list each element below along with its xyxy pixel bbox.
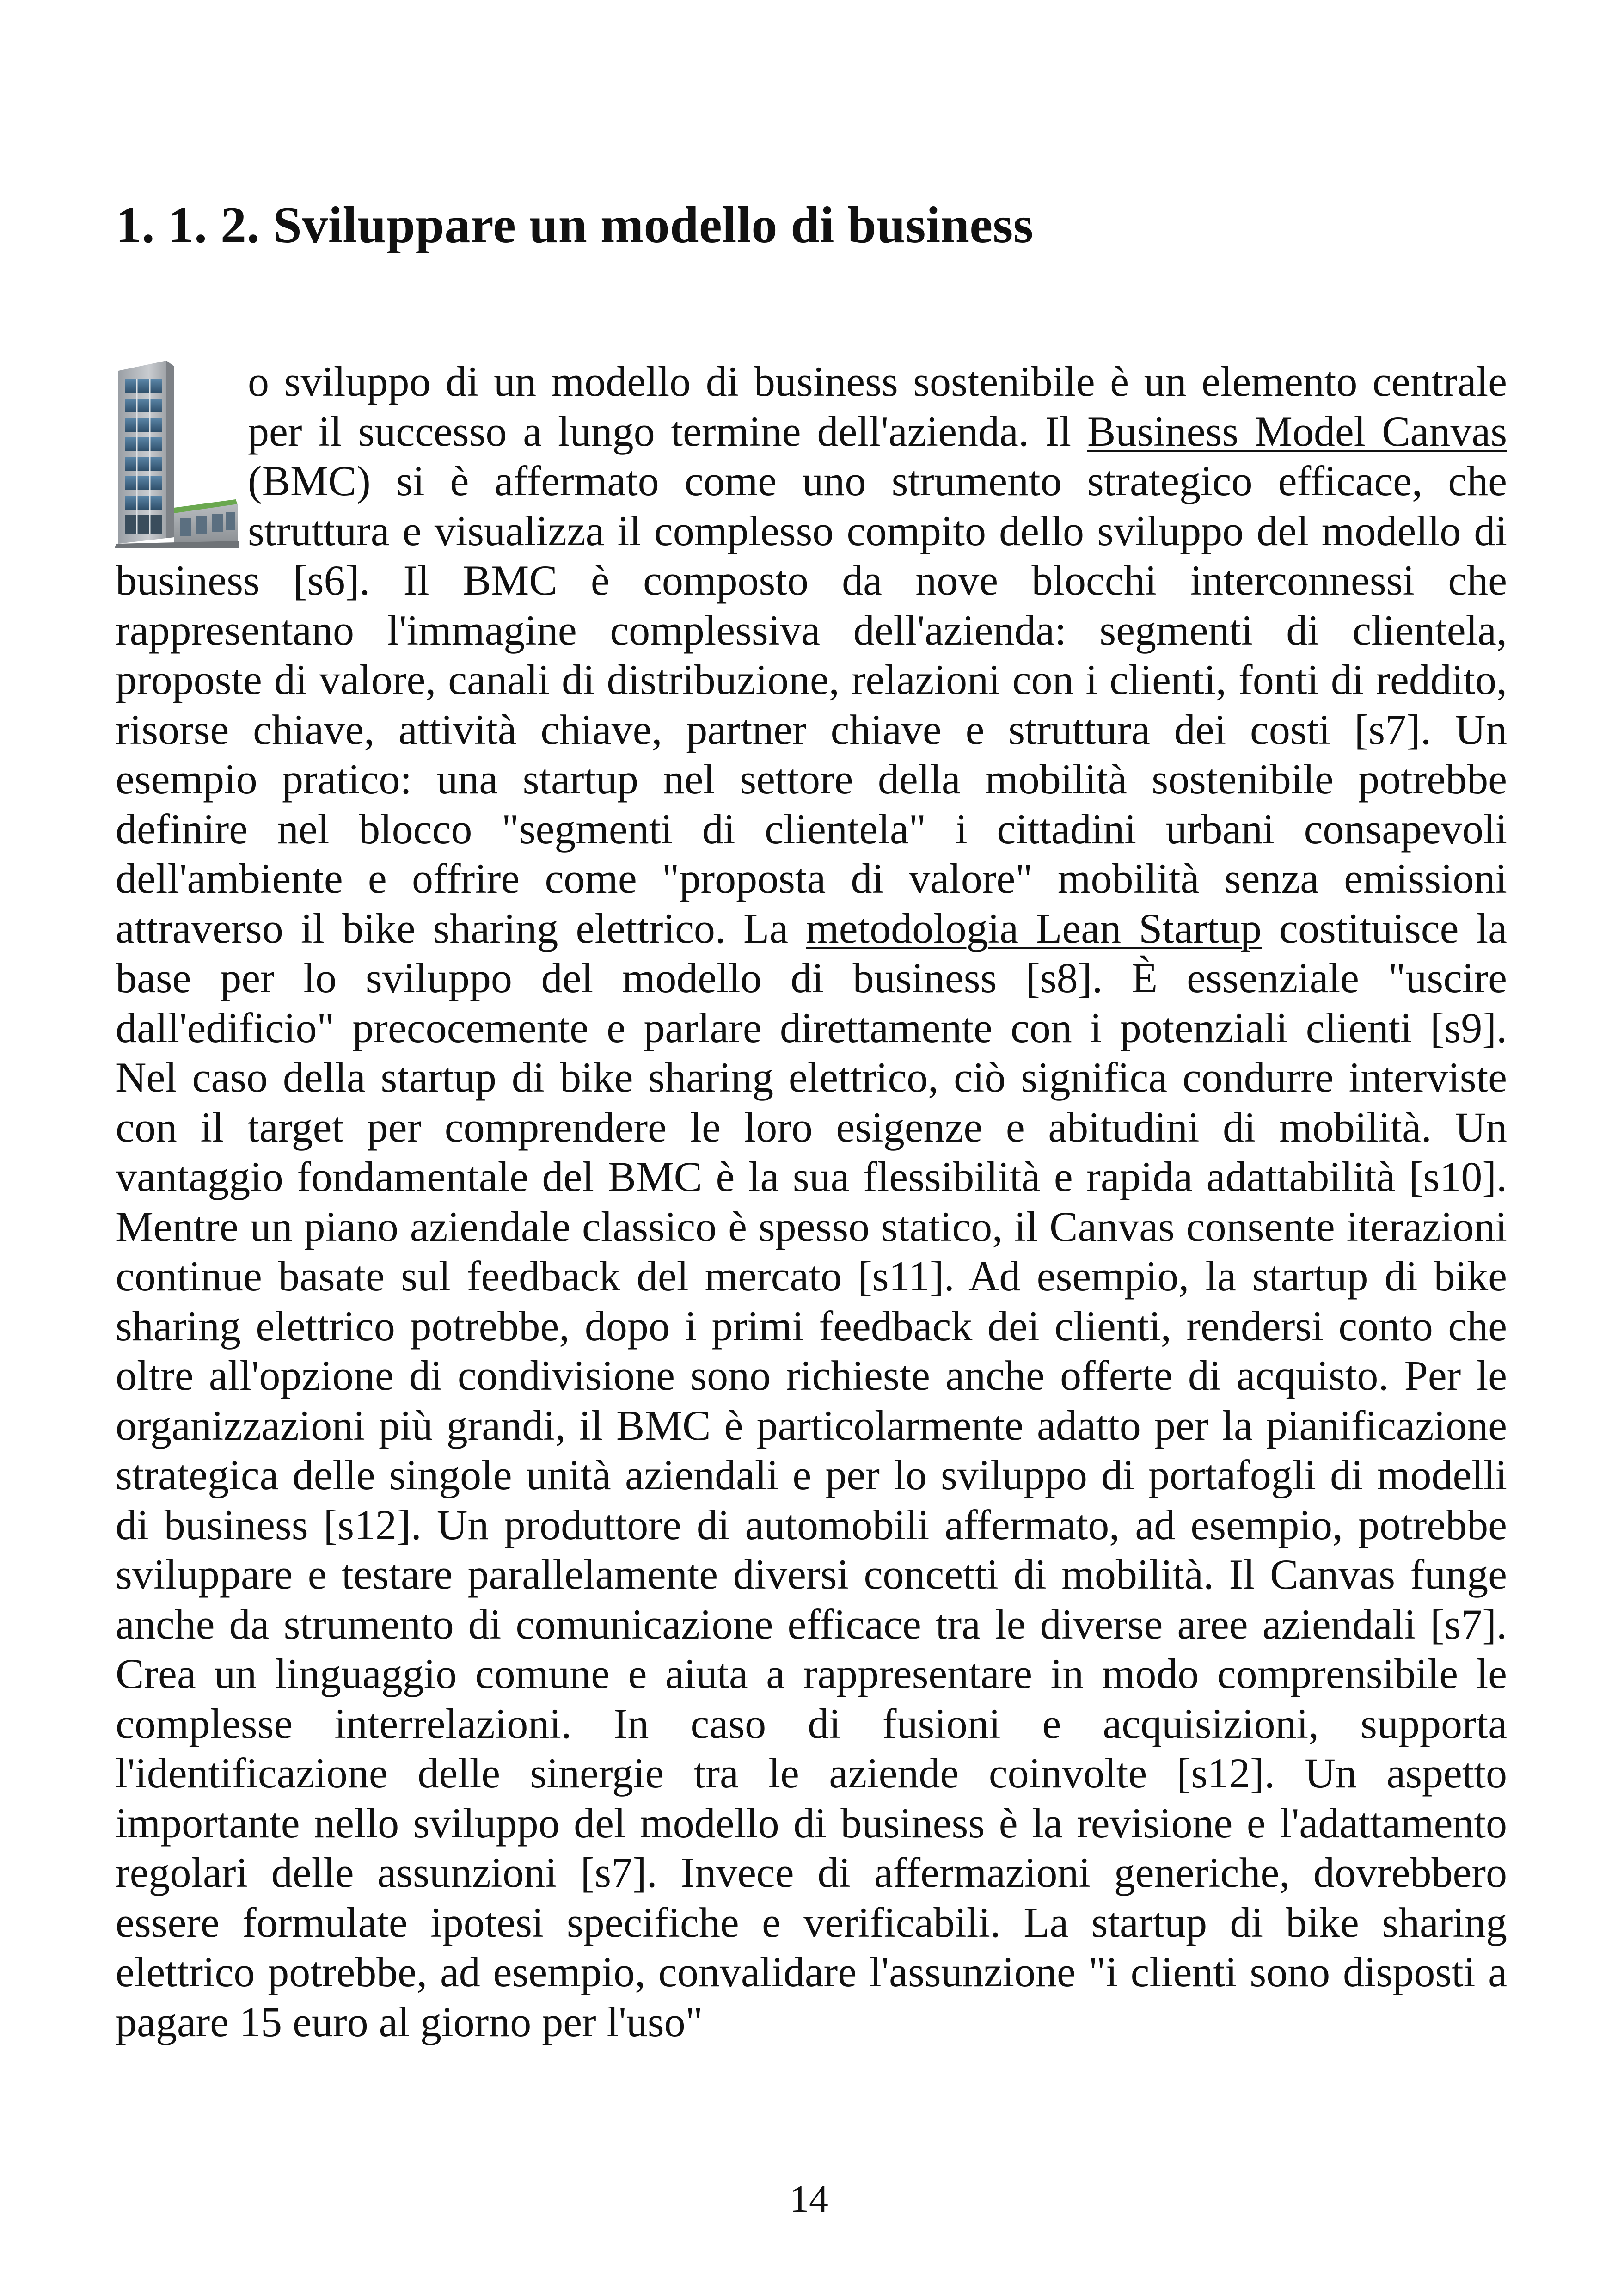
business-model-canvas-link[interactable]: Business Model Canvas xyxy=(1087,407,1507,455)
page-number: 14 xyxy=(790,2178,828,2221)
body-paragraph xyxy=(116,357,1507,2047)
building-icon xyxy=(115,361,239,548)
lean-startup-link[interactable]: metodologia Lean Startup xyxy=(806,904,1262,952)
paragraph-intro: o sviluppo di un modello di business sostenibile è un elemento centrale per il successo a lungo termine dell'azienda. Il xyxy=(248,358,1507,455)
drop-cap xyxy=(115,361,239,548)
paragraph-after-bmc: (BMC) si è affermato come uno strumento strategico efficace, che struttura e visualizza il complesso compito dello sviluppo del modello di business [s6]. Il BMC è composto da nove blocchi interconnessi che rappresentano l'immagine complessiva dell'azienda: segmenti di clientela, proposte di valore, canali di distribuzione, relazioni con i clienti, fonti di reddito, risorse chiave, attività chiave, partner chiave e struttura dei costi [s7]. Un esempio pratico: una startup nel settore della mobilità sostenibile potrebbe definire nel blocco "segmenti di clientela" i cittadini urbani consapevoli dell'ambiente e offrire come "proposta di valore" mobilità senza emissioni attraverso il bike sharing elettrico. La xyxy=(116,457,1507,952)
section-heading: 1. 1. 2. Sviluppare un modello di business xyxy=(116,196,1034,254)
paragraph-rest: costituisce la base per lo sviluppo del modello di business [s8]. È essenziale "uscire dall'edificio" precocemente e parlare direttamente con i potenziali clienti [s9]. Nel caso della startup di bike sharing elettrico, ciò significa condurre interviste con il target per comprendere le loro esigenze e abitudini di mobilità. Un vantaggio fondamentale del BMC è la sua flessibilità e rapida adattabilità [s10]. Mentre un piano aziendale classico è spesso statico, il Canvas consente iterazioni continue basate sul feedback del mercato [s11]. Ad esempio, la startup di bike sharing elettrico potrebbe, dopo i primi feedback dei clienti, rendersi conto che oltre all'opzione di condivisione sono richieste anche offerte di acquisto. Per le organizzazioni più grandi, il BMC è particolarmente adatto per la pianificazione strategica delle singole unità aziendali e per lo sviluppo di portafogli di modelli di business [s12]. Un produttore di automobili affermato, ad esempio, potrebbe sviluppare e testare parallelamente diversi concetti di mobilità. Il Canvas funge anche da strumento di comunicazione efficace tra le diverse aree aziendali [s7]. Crea un linguaggio comune e aiuta a rappresentare in modo comprensibile le complesse interrelazioni. In caso di fusioni e acquisizioni, supporta l'identificazione delle sinergie tra le aziende coinvolte [s12]. Un aspetto importante nello sviluppo del modello di business è la revisione e l'adattamento regolari delle assunzioni [s7]. Invece di affermazioni generiche, dovrebbero essere formulate ipotesi specifiche e verificabili. La startup di bike sharing elettrico potrebbe, ad esempio, convalidare l'assunzione "i clienti sono disposti a pagare 15 euro al giorno per l'uso" xyxy=(116,904,1507,2045)
